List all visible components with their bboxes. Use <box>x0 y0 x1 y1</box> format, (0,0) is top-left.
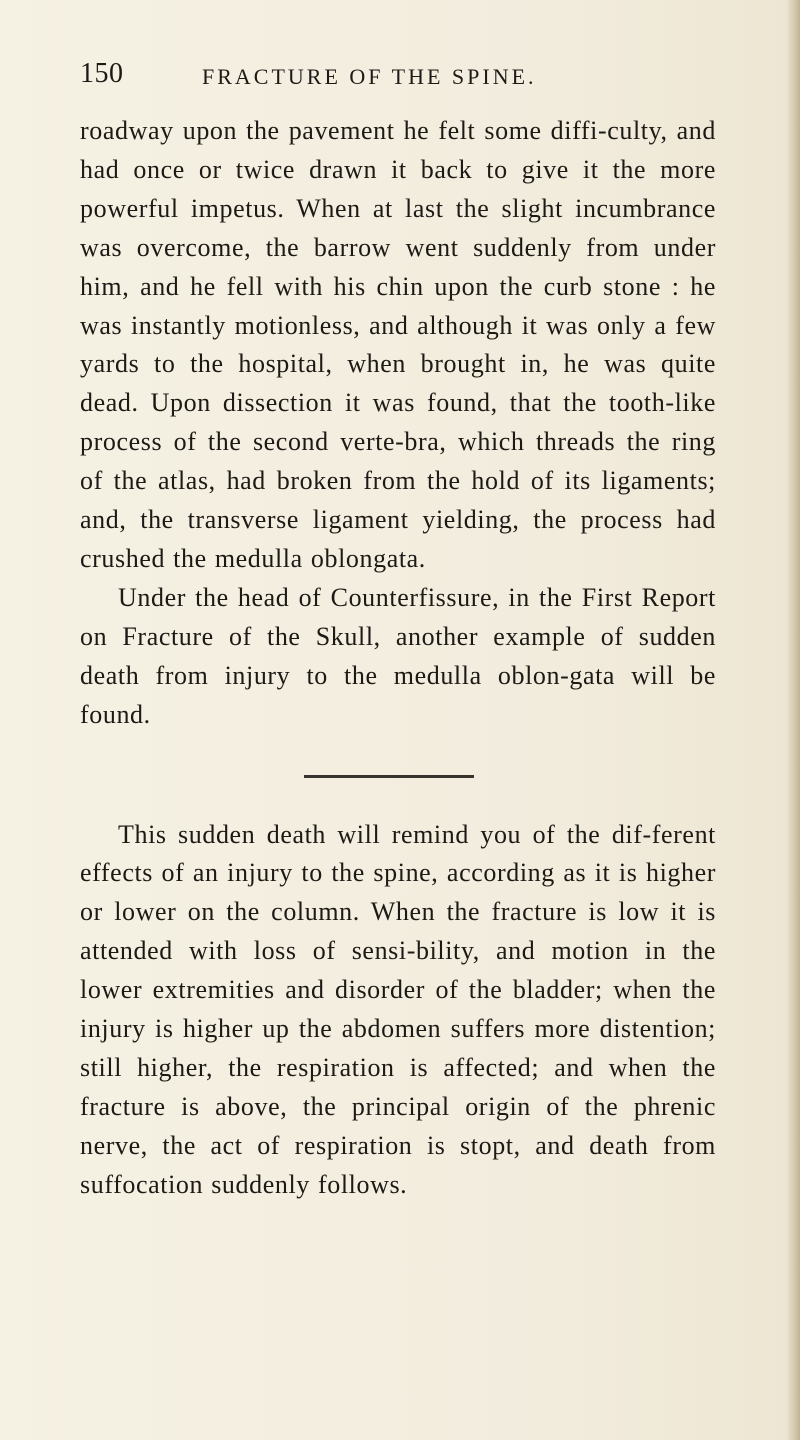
page-number: 150 <box>80 58 124 89</box>
page-header <box>80 58 720 92</box>
paragraph-continued: roadway upon the pavement he felt some diffi-culty, and had once or twice drawn it back to give it the more powerful impetus. When at last the slight incumbrance was overcome, the barrow went suddenly from under him, and he fell with his chin upon the curb stone : he was instantly motionless, and although it was only a few yards to the hospital, when brought in, he was quite dead. Upon dissection it was found, that the tooth-like process of the second verte-bra, which threads the ring of the atlas, had broken from the hold of its ligaments; and, the transverse ligament yielding, the process had crushed the medulla oblongata. <box>80 116 716 573</box>
paragraph-effects-of-injury: This sudden death will remind you of the dif-ferent effects of an injury to the spine, according as it is higher or lower on the column. When the fracture is low it is attended with loss of sensi-bility, and motion in the lower extremities and disorder of the bladder; when the injury is higher up the abdomen suffers more distention; still higher, the respiration is affected; and when the fracture is above, the principal origin of the phrenic nerve, the act of respiration is stopt, and death from suffocation suddenly follows. <box>80 819 716 1199</box>
paragraph-counterfissure-note: Under the head of Counterfissure, in the First Report on Fracture of the Skull, another example of sudden death from injury to the medulla oblon-gata will be found. <box>80 582 716 729</box>
page-edge-shadow <box>786 0 800 1440</box>
body-text <box>80 112 716 1205</box>
running-title: FRACTURE OF THE SPINE. <box>202 64 537 89</box>
section-divider <box>304 775 474 778</box>
